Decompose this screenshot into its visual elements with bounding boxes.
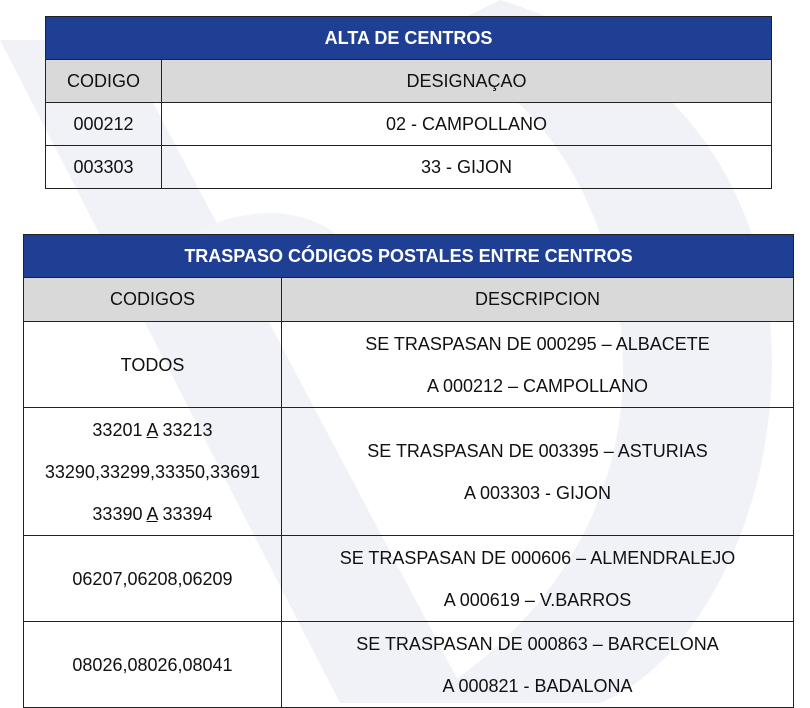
table-row xyxy=(24,536,794,622)
table-row xyxy=(24,408,794,536)
alta-de-centros-table xyxy=(45,16,772,189)
traspaso-cell-codigos xyxy=(24,536,282,622)
descripcion-line: A 000212 – CAMPOLLANO xyxy=(426,375,649,396)
traspaso-cell-codigos xyxy=(24,622,282,708)
alta-cell-codigo: 000212 xyxy=(46,103,162,146)
codigos-line xyxy=(24,409,281,451)
table-row xyxy=(24,622,794,708)
traspaso-cell-descripcion xyxy=(282,622,794,708)
traspaso-codigos-table xyxy=(23,234,794,708)
alta-cell-codigo: 003303 xyxy=(46,146,162,189)
descripcion-line: SE TRASPASAN DE 000295 – ALBACETE xyxy=(365,333,710,354)
descripcion-line: A 003303 - GIJON xyxy=(463,482,612,503)
codigos-line: TODOS xyxy=(120,354,185,375)
codigos-range-end: 33213 xyxy=(157,419,213,440)
descripcion-line: SE TRASPASAN DE 003395 – ASTURIAS xyxy=(367,440,708,461)
traspaso-header-codigos: CODIGOS xyxy=(24,278,282,322)
descripcion-line: SE TRASPASAN DE 000863 – BARCELONA xyxy=(356,633,719,654)
table-row xyxy=(46,146,772,189)
descripcion-line: A 000619 – V.BARROS xyxy=(443,589,632,610)
alta-cell-designacao: 33 - GIJON xyxy=(162,146,772,189)
alta-cell-designacao: 02 - CAMPOLLANO xyxy=(162,103,772,146)
alta-header-codigo: CODIGO xyxy=(46,60,162,103)
descripcion-line: A 000821 - BADALONA xyxy=(442,675,633,696)
codigos-range-a: A xyxy=(146,419,158,440)
codigos-range-a: A xyxy=(146,503,158,524)
traspaso-cell-descripcion xyxy=(282,536,794,622)
traspaso-cell-codigos xyxy=(24,408,282,536)
codigos-range-start: 33201 xyxy=(92,419,147,440)
codigos-range-start: 33390 xyxy=(92,503,147,524)
codigos-line: 33290,33299,33350,33691 xyxy=(44,461,261,482)
traspaso-header-descripcion: DESCRIPCION xyxy=(282,278,794,322)
traspaso-table-title: TRASPASO CÓDIGOS POSTALES ENTRE CENTROS xyxy=(24,235,794,278)
descripcion-line: SE TRASPASAN DE 000606 – ALMENDRALEJO xyxy=(339,547,736,568)
codigos-line xyxy=(24,493,281,535)
traspaso-cell-descripcion xyxy=(282,322,794,408)
codigos-line: 08026,08026,08041 xyxy=(72,654,233,675)
codigos-line: 06207,06208,06209 xyxy=(72,568,233,589)
alta-table-title: ALTA DE CENTROS xyxy=(46,17,772,60)
traspaso-cell-codigos xyxy=(24,322,282,408)
table-row xyxy=(46,103,772,146)
codigos-range-end: 33394 xyxy=(157,503,213,524)
traspaso-cell-descripcion xyxy=(282,408,794,536)
table-row xyxy=(24,322,794,408)
alta-header-designacao: DESIGNAÇAO xyxy=(162,60,772,103)
